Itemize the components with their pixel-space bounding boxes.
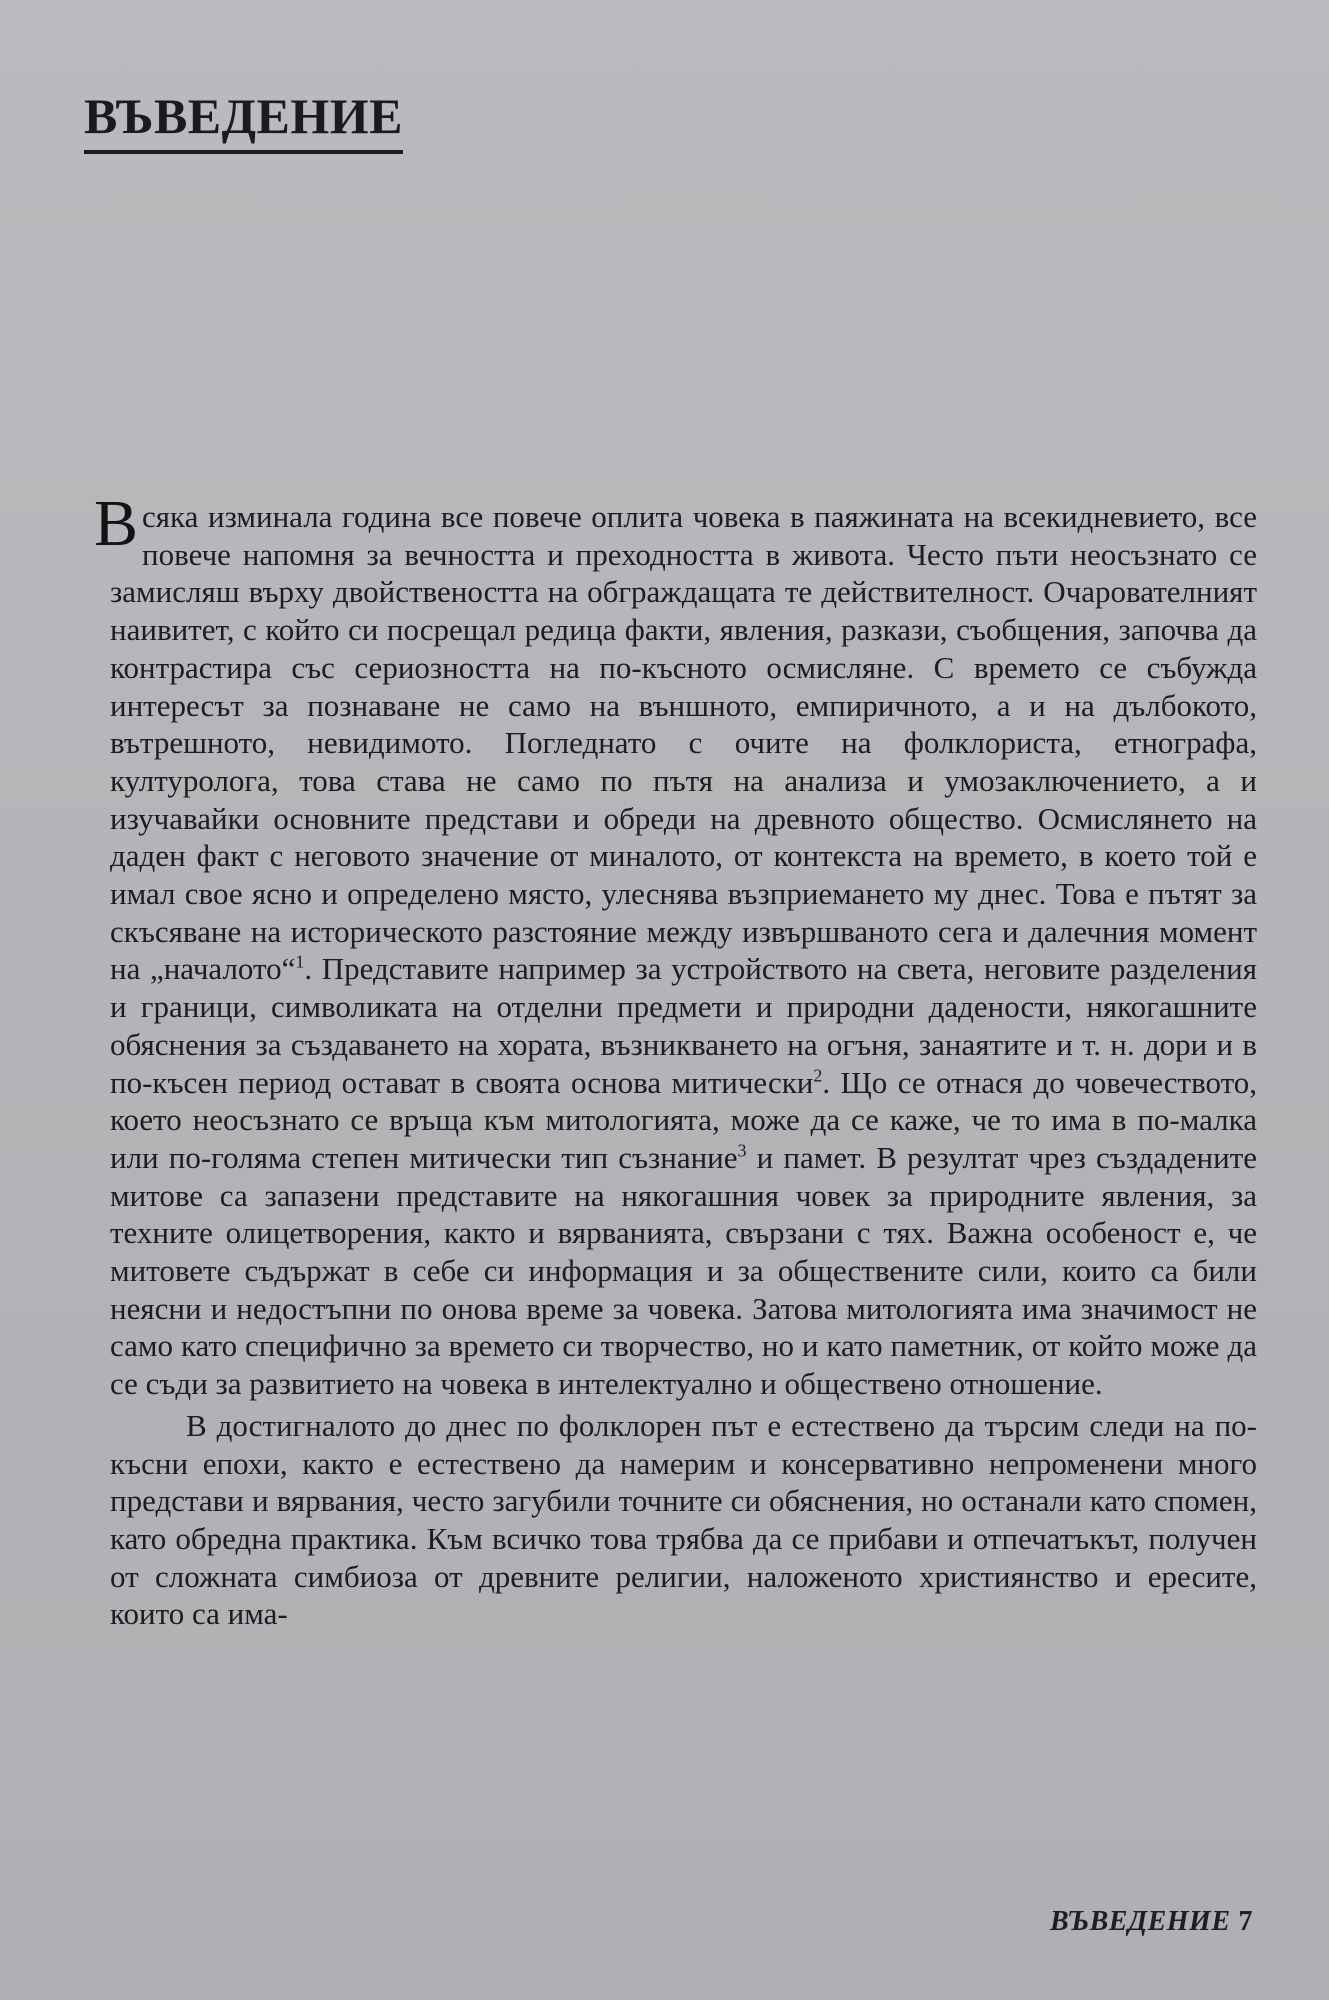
footnote-ref-2[interactable]: 2 [813,1065,823,1086]
paragraph-1-text-a: Всяка изминала година все повече оплита човека в паяжината на всекидневието, все повече напомня за вечността и преходността в живота. Често пъти неосъзнато се замисляш върху двойствеността на обграждащата те действителност. Очарователният наивитет, с който си посрещал редица факти, явления, разкази, съобщения, започва да контрастира със сериозността на по-късното осмисляне. С времето се събужда интересът за познаване не само на външното, емпиричното, а и на дълбокото, вътрешното, невидимото. Погледнато с очите на фолклориста, етнографа, културолога, това става не само по пътя на анализа и умозаключението, а и изучавайки основните представи и обреди на древното общество. Осмислянето на даден факт с неговото значение от миналото, от контекста на времето, в което той е имал свое ясно и определено място, улеснява възприемането му днес. Това е пътят за скъсяване на историческото разстояние между извършваното сега и далечния момент на „началото“ [94,487,1257,987]
page-number: 7 [1238,1906,1253,1937]
running-footer [1050,1906,1253,1938]
paragraph-1 [94,487,1258,1403]
footnote-ref-3[interactable]: 3 [737,1140,747,1161]
footnote-ref-1[interactable]: 1 [295,952,305,973]
running-title: ВЪВЕДЕНИЕ [1049,1906,1231,1937]
paragraph-1-text-c: . Що се отнася до човечеството, което неосъзнато се връща към митологията, може да се каже, че то има в по-малка или по-голяма степен митически тип съзнание [110,1064,1257,1175]
paragraph-1-text-b: . Представите например за устройството на света, неговите разделения и граници, символиката на отделни предмети и природни дадености, някогашните обяснения за създаването на хората, възникването на огъня, занаятите и т. н. дори и в по-късен период остават в своята основа митически [110,951,1257,1100]
body-text [94,487,1258,1633]
chapter-heading: ВЪВЕДЕНИЕ [84,86,403,154]
paragraph-2: В достигналото до днес по фолклорен път е естествено да търсим следи на по-късни епохи, както е естествено да намерим и консервативно непроменени много представи и вярвания, често загубили точните си обяснения, но останали като спомен, като обредна практика. Към всичко това трябва да се прибави и отпечатъкът, получен от сложната симбиоза от древните религии, наложеното християнство и ересите, които са има- [110,1407,1257,1632]
paragraph-1-text-d: и памет. В резултат чрез създадените митове са запазени представите на някогашния човек за природните явления, за техните олицетворения, както и вярванията, свързани с тях. Важна особеност е, че митовете съдържат в себе си информация и за обществените сили, които са били неясни и недостъпни по онова време за човека. Затова митологията има значимост не само като специфично за времето си творчество, но и като паметник, от който може да се съди за развитието на човека в интелектуално и обществено отношение. [110,1139,1258,1402]
